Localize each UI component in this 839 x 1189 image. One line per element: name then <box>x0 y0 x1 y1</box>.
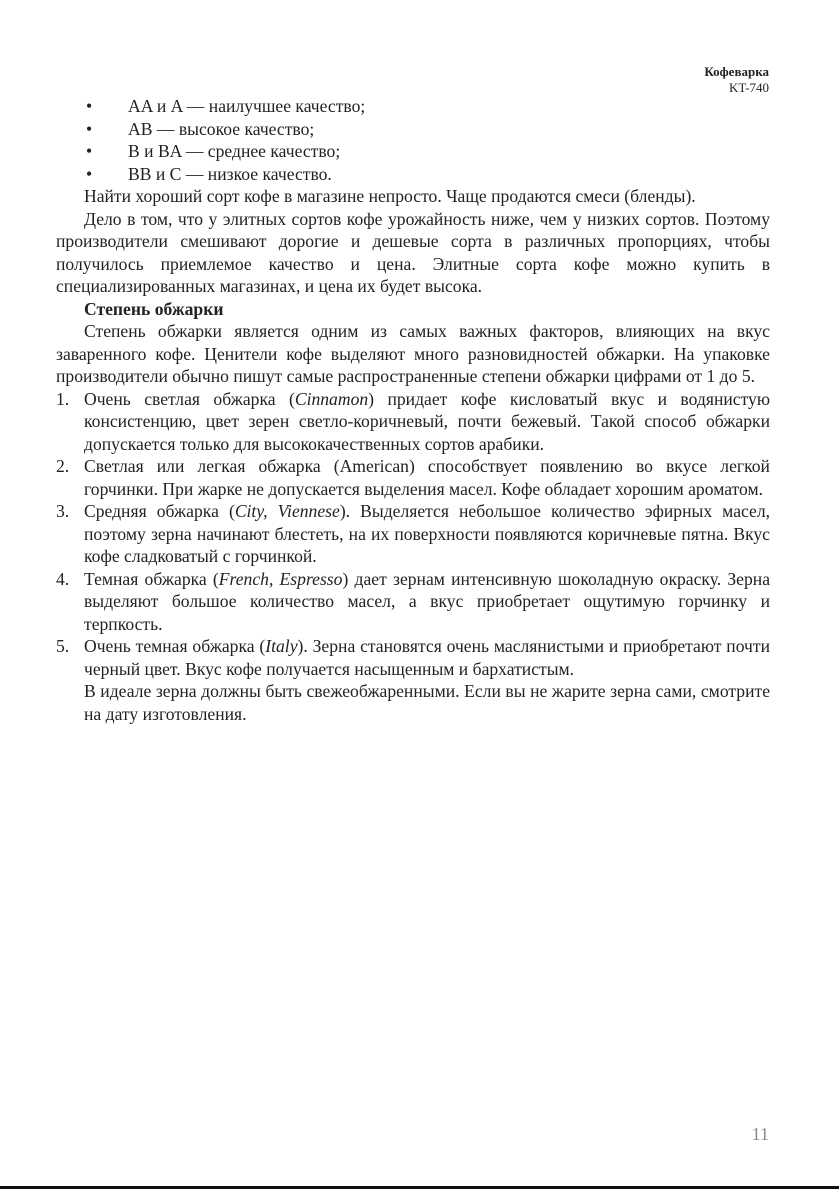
bullet-icon: • <box>86 118 93 139</box>
item-number: 3. <box>56 501 70 521</box>
roast-item: 2. Светлая или легкая обжарка (American) способствует появлению во вкусе легкой горчинки. При жарке не допускается выделения масел. Кофе обладает хорошим ароматом. <box>56 456 770 499</box>
grade-text: AA и A — наилучшее качество; <box>128 96 366 116</box>
paragraph-blends: Найти хороший сорт кофе в магазине непросто. Чаще продаются смеси (бленды). <box>84 186 696 206</box>
grade-item <box>56 118 770 141</box>
header-title: Кофеварка <box>704 64 769 79</box>
roast-name: Cinnamon <box>294 388 369 409</box>
roast-item: 5. Очень темная обжарка (Italy). Зерна становятся очень маслянистыми и приобретают почти черный цвет. Вкус кофе получается насыщенным и бархатистым. <box>56 636 770 679</box>
grade-item <box>56 95 770 118</box>
closing-paragraph: В идеале зерна должны быть свежеобжаренными. Если вы не жарите зерна сами, смотрите на дату изготовления. <box>84 681 770 724</box>
roast-intro: Степень обжарки является одним из самых важных факторов, влияющих на вкус заваренного кофе. Ценители кофе выделяют много разновидностей обжарки. На упаковке производители обычно пишут самые распространенные степени обжарки цифрами от 1 до 5. <box>56 321 770 386</box>
grade-text: AB — высокое качество; <box>128 118 315 139</box>
running-header <box>704 64 769 96</box>
page-content <box>56 95 770 725</box>
item-number: 5. <box>56 636 70 656</box>
grade-text: BB и C — низкое качество. <box>128 163 332 184</box>
roast-name: French, Espresso <box>218 568 343 589</box>
grade-list <box>56 95 770 185</box>
roast-item: 4. Темная обжарка (French, Espresso) дает зернам интенсивную шоколадную окраску. Зерна выделяют большое количество масел, а вкус приобретает ощутимую горчинку и терпкость. <box>56 568 770 634</box>
page-number: 11 <box>751 1124 769 1144</box>
roast-item: 1. Очень светлая обжарка (Cinnamon) придает кофе кисловатый вкус и водянистую консистенцию, цвет зерен светло-коричневый, почти бежевый. Такой способ обжарки допускается только для высококачественных сортов арабики. <box>56 388 770 454</box>
grade-item <box>56 163 770 186</box>
grade-text: B и BA — среднее качество; <box>128 141 341 161</box>
bullet-icon: • <box>86 141 93 161</box>
bullet-icon: • <box>86 163 93 184</box>
roast-name: Italy <box>265 636 298 656</box>
item-number: 2. <box>56 456 70 476</box>
roast-name: City, Viennese <box>234 501 340 521</box>
header-model: KT-740 <box>729 80 769 95</box>
roast-name: American <box>339 456 409 476</box>
section-heading: Степень обжарки <box>84 298 224 319</box>
bullet-icon: • <box>86 96 93 116</box>
item-number: 1. <box>56 388 70 409</box>
roast-list <box>56 388 770 681</box>
roast-item: 3. Средняя обжарка (City, Viennese). Выделяется небольшое количество эфирных масел, поэтому зерна начинают блестеть, на их поверхности появляются коричневые пятна. Вкус кофе сладковатый с горчинкой. <box>56 501 771 566</box>
item-number: 4. <box>56 568 70 589</box>
paragraph-elite: Дело в том, что у элитных сортов кофе урожайность ниже, чем у низких сортов. Поэтому производители смешивают дорогие и дешевые сорта в различных пропорциях, чтобы получилось приемлемое качество и цена. Элитные сорта кофе можно купить в специализированных магазинах, и цена их будет высока. <box>56 208 770 296</box>
grade-item <box>56 140 770 163</box>
